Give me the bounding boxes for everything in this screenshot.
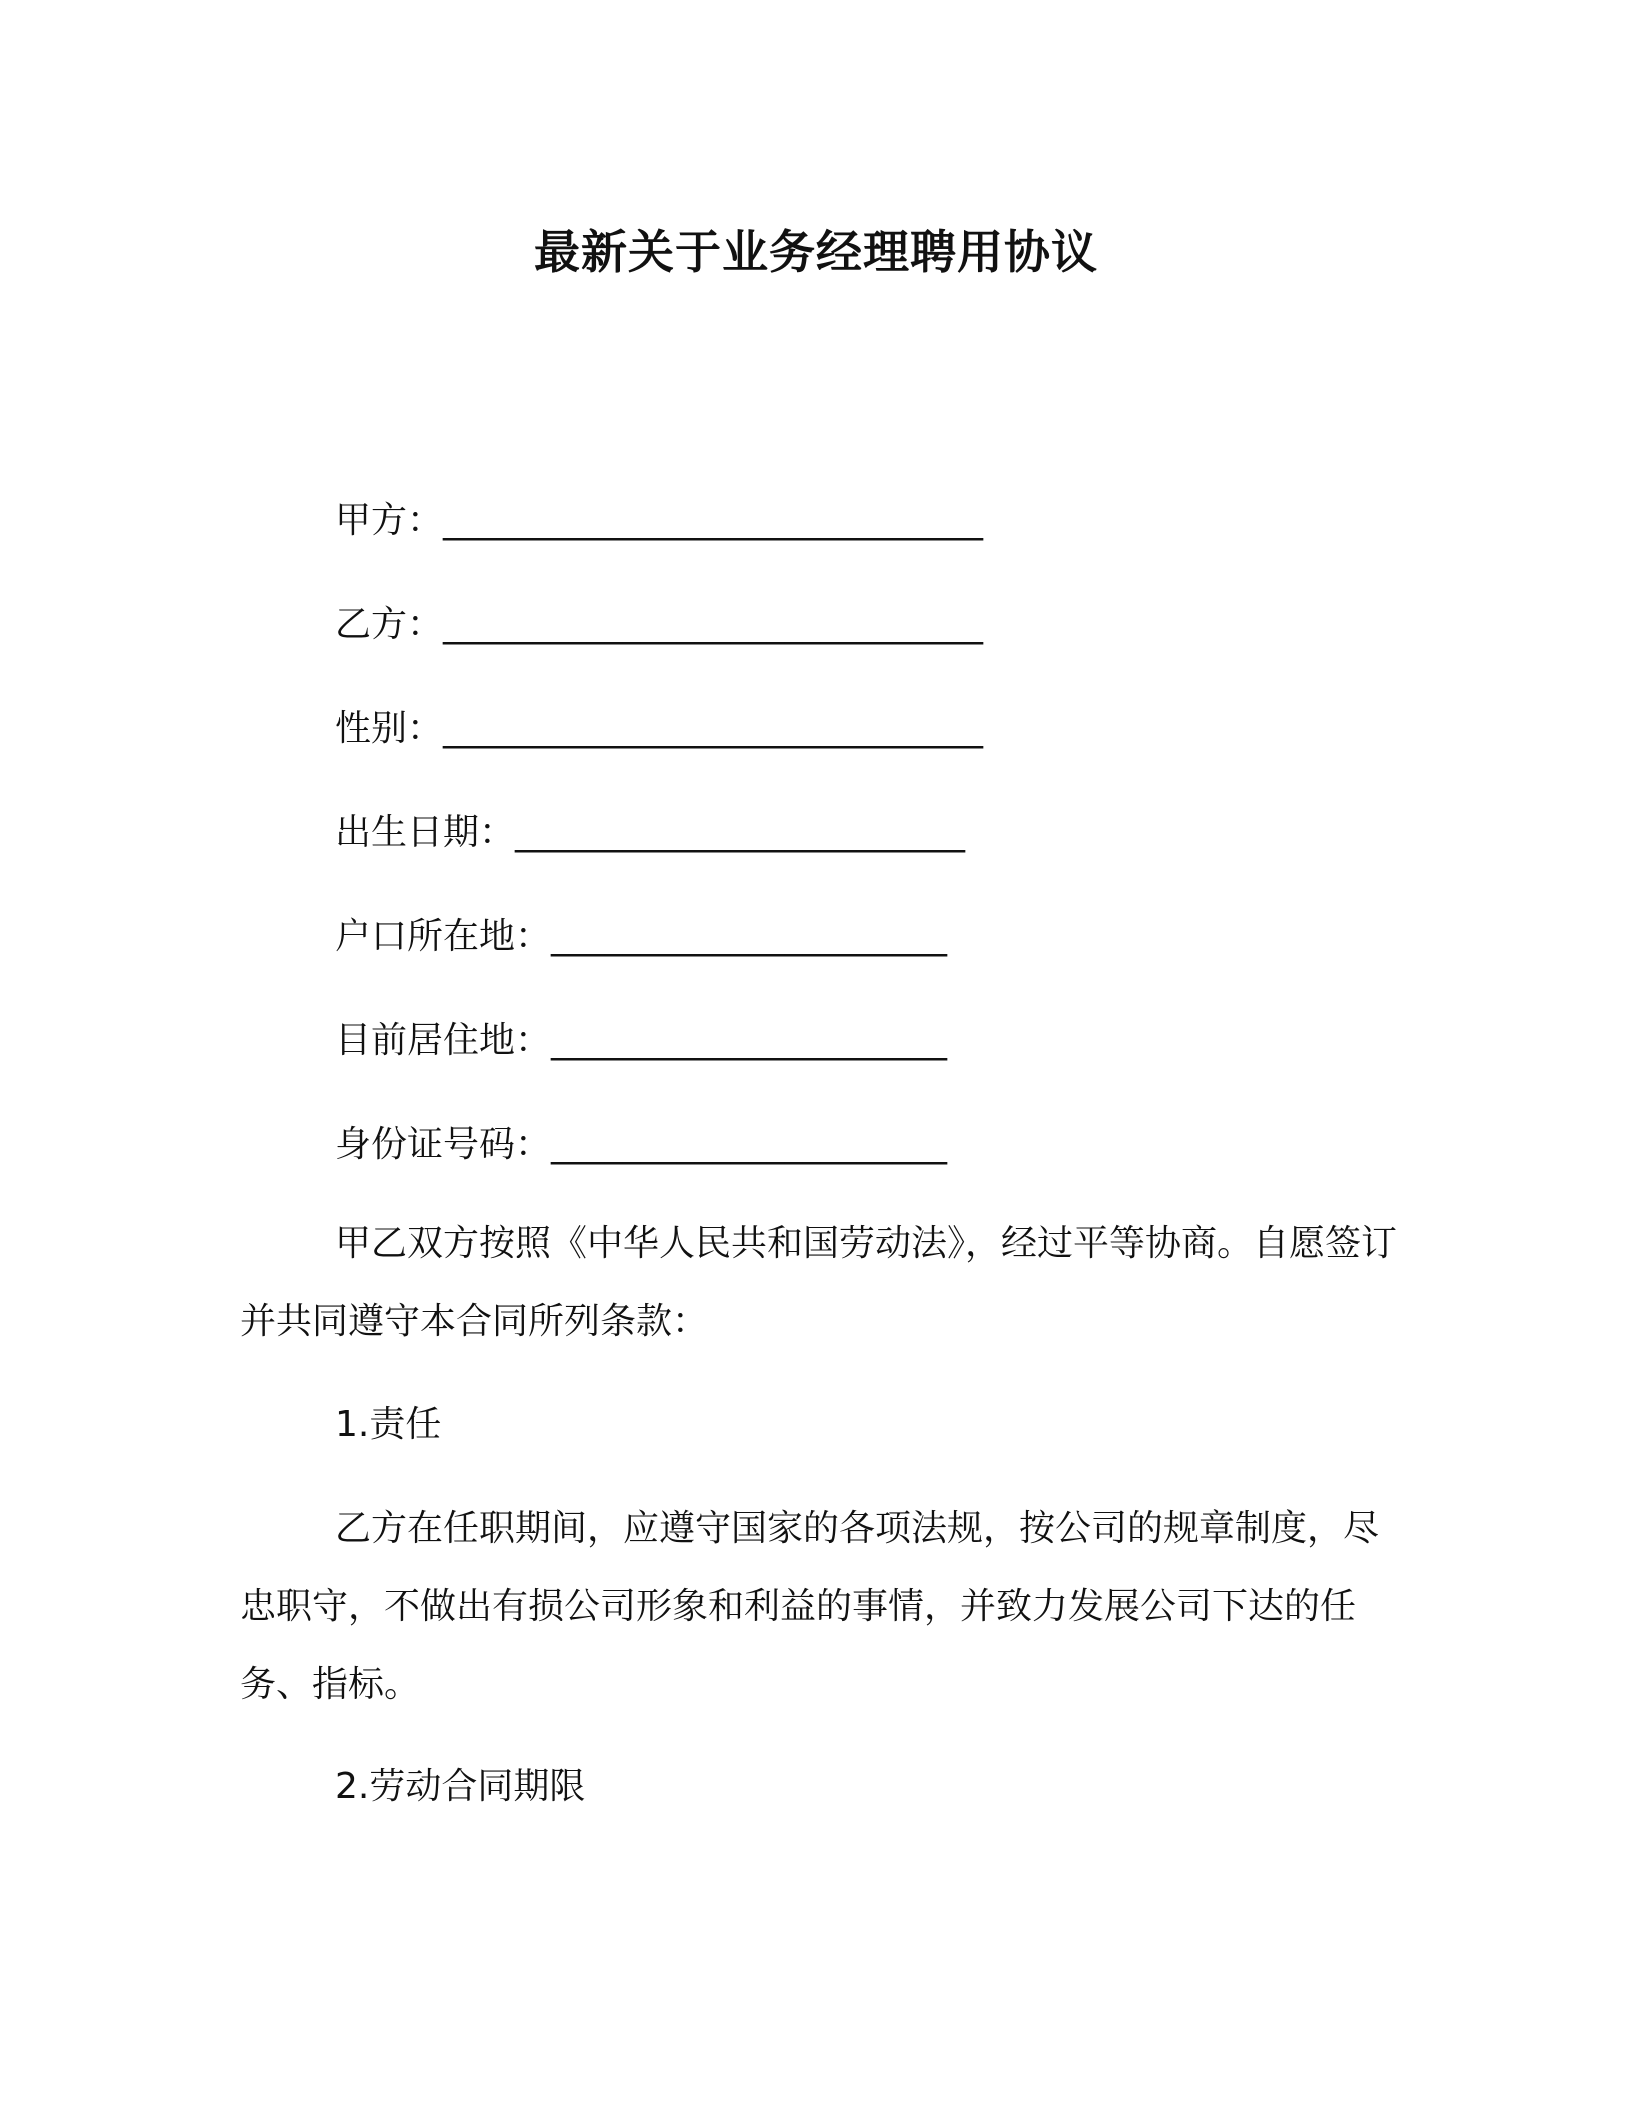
responsibility-paragraph: [240, 1490, 1400, 1724]
field-party-b: [335, 600, 983, 650]
field-label: 性别：: [335, 708, 444, 749]
field-id-number: [335, 1120, 947, 1170]
field-blank: ______________________________: [443, 604, 984, 645]
field-label: 身份证号码：: [335, 1124, 552, 1165]
field-label: 户口所在地：: [335, 916, 552, 957]
field-blank: _________________________: [515, 812, 966, 853]
field-label: 目前居住地：: [335, 1020, 552, 1061]
intro-text: 甲乙双方按照《中华人民共和国劳动法》，经过平等协商。自愿签订并共同遵守本合同所列条款：: [240, 1223, 1398, 1342]
field-household-registration: [335, 912, 947, 962]
field-party-a: [335, 496, 983, 546]
field-blank: ______________________: [551, 916, 948, 957]
field-label: 出生日期：: [335, 812, 516, 853]
field-label: 甲方：: [335, 500, 444, 541]
responsibility-text: 乙方在任职期间，应遵守国家的各项法规，按公司的规章制度，尽忠职守，不做出有损公司形象和利益的事情，并致力发展公司下达的任务、指标。: [240, 1508, 1380, 1705]
field-blank: ______________________: [551, 1124, 948, 1165]
section-heading-responsibility: 1.责任: [335, 1404, 442, 1445]
section-heading-contract-term: 2.劳动合同期限: [335, 1766, 586, 1807]
field-blank: ______________________: [551, 1020, 948, 1061]
field-blank: ______________________________: [443, 708, 984, 749]
field-gender: [335, 704, 983, 754]
field-current-residence: [335, 1016, 947, 1066]
field-label: 乙方：: [335, 604, 444, 645]
field-blank: ______________________________: [443, 500, 984, 541]
document-title: 最新关于业务经理聘用协议: [534, 225, 1098, 279]
field-birth-date: [335, 808, 965, 858]
intro-paragraph: [240, 1205, 1400, 1361]
